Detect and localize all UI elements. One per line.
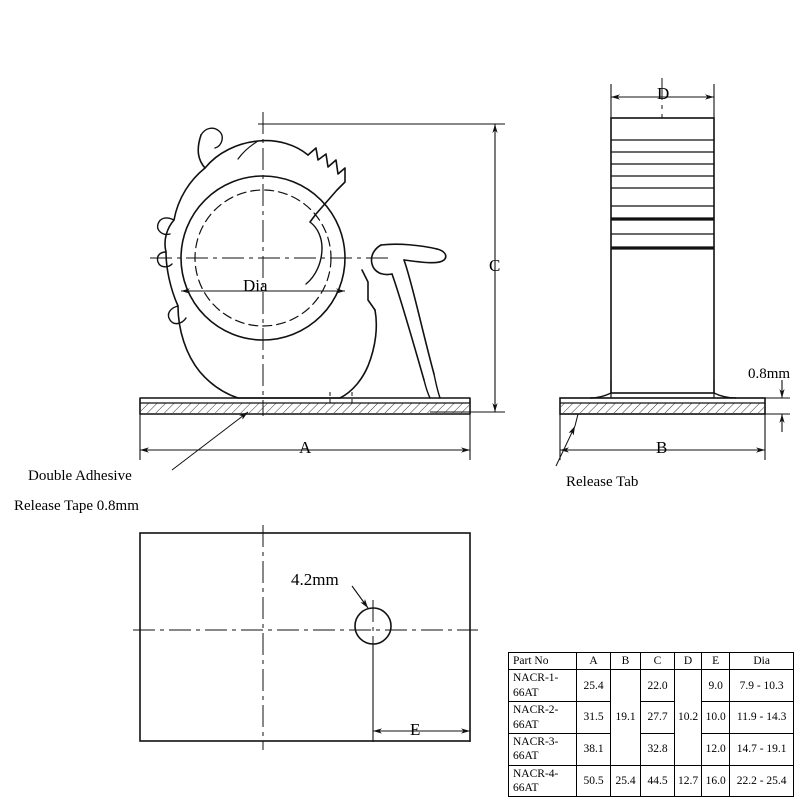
label-adhesive-line1: Double Adhesive (28, 468, 132, 484)
th-a: A (577, 653, 611, 670)
cell-a: 38.1 (577, 733, 611, 765)
front-view-centerlines (150, 112, 392, 416)
th-e: E (702, 653, 730, 670)
label-c: C (489, 256, 501, 275)
front-view-base-plate (140, 398, 470, 414)
bottom-view-plate (140, 533, 470, 741)
cell-d: 12.7 (675, 765, 702, 797)
table-row (509, 733, 794, 765)
cell-c: 22.0 (641, 670, 675, 702)
label-adhesive-line2: Release Tape 0.8mm (14, 498, 139, 514)
table-header-row (509, 653, 794, 670)
th-part-no: Part No (509, 653, 577, 670)
th-c: C (641, 653, 675, 670)
cell-c: 32.8 (641, 733, 675, 765)
cell-b: 19.1 (611, 670, 641, 765)
hole-size-leader (352, 586, 368, 608)
th-d: D (675, 653, 702, 670)
cell-part-no: NACR-1-66AT (509, 670, 577, 702)
cell-dia: 7.9 - 10.3 (730, 670, 794, 702)
cell-part-no: NACR-2-66AT (509, 702, 577, 734)
cell-dia: 11.9 - 14.3 (730, 702, 794, 734)
cell-a: 25.4 (577, 670, 611, 702)
bottom-view-centerlines (133, 525, 478, 750)
dim-tape-thickness (765, 380, 790, 432)
label-e: E (410, 720, 421, 739)
label-d: D (657, 84, 670, 103)
table-row (509, 765, 794, 797)
adhesive-leader (172, 412, 248, 470)
label-hole-size: 4.2mm (291, 570, 339, 589)
side-view-clamp (560, 118, 765, 414)
cell-e: 16.0 (702, 765, 730, 797)
th-dia: Dia (730, 653, 794, 670)
label-a: A (299, 438, 312, 457)
cell-a: 50.5 (577, 765, 611, 797)
label-dia: Dia (243, 276, 268, 295)
label-b: B (656, 438, 668, 457)
clamp-body (157, 128, 445, 398)
th-b: B (611, 653, 641, 670)
cell-e: 12.0 (702, 733, 730, 765)
dim-c (258, 124, 505, 412)
label-tape-thickness: 0.8mm (748, 366, 791, 382)
label-release-tab: Release Tab (566, 474, 639, 490)
cell-d: 10.2 (675, 670, 702, 765)
cell-e: 9.0 (702, 670, 730, 702)
cell-a: 31.5 (577, 702, 611, 734)
cell-part-no: NACR-4-66AT (509, 765, 577, 797)
cell-e: 10.0 (702, 702, 730, 734)
cell-dia: 14.7 - 19.1 (730, 733, 794, 765)
front-view-clamp (140, 128, 470, 414)
cell-b: 25.4 (611, 765, 641, 797)
release-tab-leader (556, 414, 578, 466)
table-row (509, 702, 794, 734)
table-row (509, 670, 794, 702)
spec-table (508, 652, 794, 797)
cell-c: 44.5 (641, 765, 675, 797)
cell-c: 27.7 (641, 702, 675, 734)
cell-dia: 22.2 - 25.4 (730, 765, 794, 797)
dim-e (373, 644, 470, 742)
cell-part-no: NACR-3-66AT (509, 733, 577, 765)
